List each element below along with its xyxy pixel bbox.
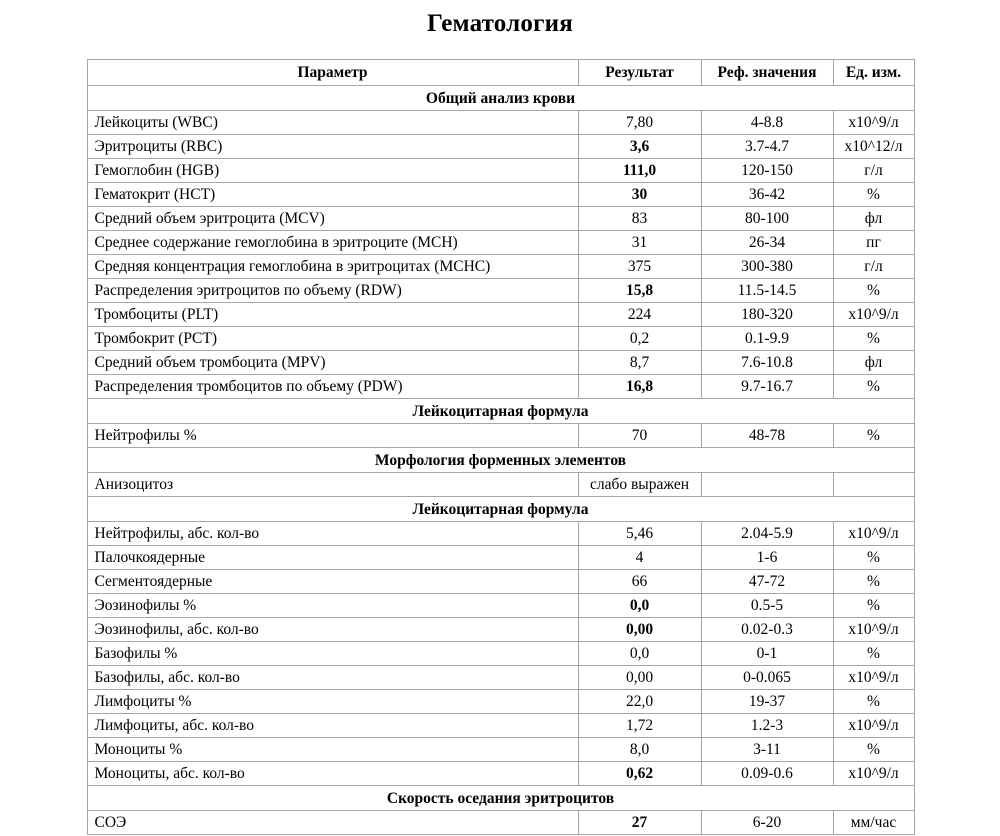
table-row [87,111,914,135]
cell-reference-range: 48-78 [701,424,833,448]
cell-parameter: Моноциты % [87,738,578,762]
table-row [87,738,914,762]
cell-parameter: Лимфоциты % [87,690,578,714]
table-row [87,424,914,448]
cell-result: 224 [578,303,701,327]
cell-reference-range: 9.7-16.7 [701,375,833,399]
cell-reference-range: 11.5-14.5 [701,279,833,303]
cell-parameter: Лейкоциты (WBC) [87,111,578,135]
cell-parameter: Эозинофилы, абс. кол-во [87,618,578,642]
table-row [87,642,914,666]
cell-result: 0,0 [578,642,701,666]
cell-reference-range: 0-1 [701,642,833,666]
cell-parameter: СОЭ [87,811,578,835]
table-row [87,618,914,642]
section-header-label: Морфология форменных элементов [87,448,914,473]
column-header-result: Результат [578,60,701,86]
section-header-label: Скорость оседания эритроцитов [87,786,914,811]
section-header-label: Общий анализ крови [87,86,914,111]
column-header-parameter: Параметр [87,60,578,86]
cell-unit: фл [833,351,914,375]
cell-unit: % [833,546,914,570]
cell-result-abnormal: 111,0 [578,159,701,183]
cell-unit: % [833,690,914,714]
table-row [87,231,914,255]
cell-parameter: Гематокрит (HCT) [87,183,578,207]
cell-result-abnormal: 3,6 [578,135,701,159]
cell-unit: х10^9/л [833,714,914,738]
column-header-units: Ед. изм. [833,60,914,86]
cell-result-abnormal: 30 [578,183,701,207]
cell-parameter: Распределения эритроцитов по объему (RDW) [87,279,578,303]
cell-reference-range: 1.2-3 [701,714,833,738]
cell-unit: % [833,570,914,594]
cell-reference-range: 0.02-0.3 [701,618,833,642]
table-row [87,570,914,594]
cell-unit [833,473,914,497]
table-row [87,546,914,570]
cell-reference-range [701,473,833,497]
cell-unit: % [833,738,914,762]
cell-result: 31 [578,231,701,255]
cell-result-abnormal: 0,00 [578,618,701,642]
cell-unit: х10^9/л [833,303,914,327]
cell-unit: г/л [833,159,914,183]
table-body [87,86,914,835]
cell-unit: % [833,424,914,448]
cell-reference-range: 47-72 [701,570,833,594]
table-row [87,183,914,207]
cell-parameter: Эритроциты (RBC) [87,135,578,159]
cell-reference-range: 0.09-0.6 [701,762,833,786]
cell-unit: мм/час [833,811,914,835]
cell-unit: % [833,375,914,399]
cell-parameter: Нейтрофилы, абс. кол-во [87,522,578,546]
table-row [87,522,914,546]
cell-reference-range: 4-8.8 [701,111,833,135]
table-row [87,327,914,351]
table-row [87,762,914,786]
cell-reference-range: 3-11 [701,738,833,762]
cell-result: 83 [578,207,701,231]
table-row [87,207,914,231]
cell-reference-range: 3.7-4.7 [701,135,833,159]
cell-result-abnormal: 16,8 [578,375,701,399]
cell-parameter: Гемоглобин (HGB) [87,159,578,183]
cell-unit: % [833,594,914,618]
cell-unit: % [833,327,914,351]
cell-parameter: Анизоцитоз [87,473,578,497]
cell-reference-range: 26-34 [701,231,833,255]
cell-reference-range: 6-20 [701,811,833,835]
cell-unit: х10^9/л [833,762,914,786]
cell-parameter: Лимфоциты, абс. кол-во [87,714,578,738]
cell-unit: % [833,183,914,207]
cell-result: 0,00 [578,666,701,690]
cell-unit: % [833,642,914,666]
cell-parameter: Базофилы, абс. кол-во [87,666,578,690]
table-row [87,690,914,714]
table-row [87,351,914,375]
results-table-container [87,59,914,835]
table-header [87,60,914,86]
section-header-row [87,786,914,811]
cell-result: 22,0 [578,690,701,714]
cell-parameter: Палочкоядерные [87,546,578,570]
cell-reference-range: 80-100 [701,207,833,231]
cell-reference-range: 300-380 [701,255,833,279]
cell-result: 8,7 [578,351,701,375]
cell-parameter: Средняя концентрация гемоглобина в эритроцитах (MCHC) [87,255,578,279]
cell-reference-range: 36-42 [701,183,833,207]
table-header-row [87,60,914,86]
cell-result: 7,80 [578,111,701,135]
cell-reference-range: 19-37 [701,690,833,714]
cell-unit: х10^9/л [833,111,914,135]
cell-result: 8,0 [578,738,701,762]
section-header-label: Лейкоцитарная формула [87,399,914,424]
lab-report-page [0,9,1000,836]
table-row [87,473,914,497]
cell-unit: х10^12/л [833,135,914,159]
cell-unit: х10^9/л [833,522,914,546]
cell-reference-range: 180-320 [701,303,833,327]
table-row [87,594,914,618]
cell-result-abnormal: 27 [578,811,701,835]
cell-reference-range: 1-6 [701,546,833,570]
cell-result: 1,72 [578,714,701,738]
cell-unit: пг [833,231,914,255]
cell-parameter: Эозинофилы % [87,594,578,618]
section-header-row [87,448,914,473]
cell-result: 375 [578,255,701,279]
cell-result: 0,2 [578,327,701,351]
cell-parameter: Базофилы % [87,642,578,666]
cell-parameter: Средний объем тромбоцита (MPV) [87,351,578,375]
cell-unit: х10^9/л [833,666,914,690]
section-header-row [87,497,914,522]
table-row [87,714,914,738]
section-header-row [87,399,914,424]
cell-parameter: Нейтрофилы % [87,424,578,448]
section-header-row [87,86,914,111]
cell-parameter: Средний объем эритроцита (MCV) [87,207,578,231]
table-row [87,279,914,303]
cell-result-abnormal: 15,8 [578,279,701,303]
cell-parameter: Тромбокрит (PCT) [87,327,578,351]
cell-parameter: Моноциты, абс. кол-во [87,762,578,786]
cell-parameter: Распределения тромбоцитов по объему (PDW) [87,375,578,399]
table-row [87,159,914,183]
table-row [87,135,914,159]
cell-unit: фл [833,207,914,231]
page-title: Гематология [427,10,573,37]
cell-reference-range: 0-0.065 [701,666,833,690]
cell-result: 66 [578,570,701,594]
cell-result: 70 [578,424,701,448]
cell-unit: г/л [833,255,914,279]
hematology-results-table [87,59,915,835]
cell-reference-range: 7.6-10.8 [701,351,833,375]
cell-unit: % [833,279,914,303]
column-header-reference: Реф. значения [701,60,833,86]
table-row [87,375,914,399]
cell-reference-range: 0.1-9.9 [701,327,833,351]
cell-parameter: Среднее содержание гемоглобина в эритроците (MCH) [87,231,578,255]
cell-result-abnormal: 0,62 [578,762,701,786]
section-header-label: Лейкоцитарная формула [87,497,914,522]
table-row [87,666,914,690]
cell-parameter: Тромбоциты (PLT) [87,303,578,327]
cell-parameter: Сегментоядерные [87,570,578,594]
cell-result: 4 [578,546,701,570]
cell-reference-range: 0.5-5 [701,594,833,618]
cell-result-abnormal: 0,0 [578,594,701,618]
cell-result: слабо выражен [578,473,701,497]
cell-unit: х10^9/л [833,618,914,642]
table-row [87,303,914,327]
table-row [87,811,914,835]
table-row [87,255,914,279]
cell-reference-range: 2.04-5.9 [701,522,833,546]
cell-reference-range: 120-150 [701,159,833,183]
cell-result: 5,46 [578,522,701,546]
